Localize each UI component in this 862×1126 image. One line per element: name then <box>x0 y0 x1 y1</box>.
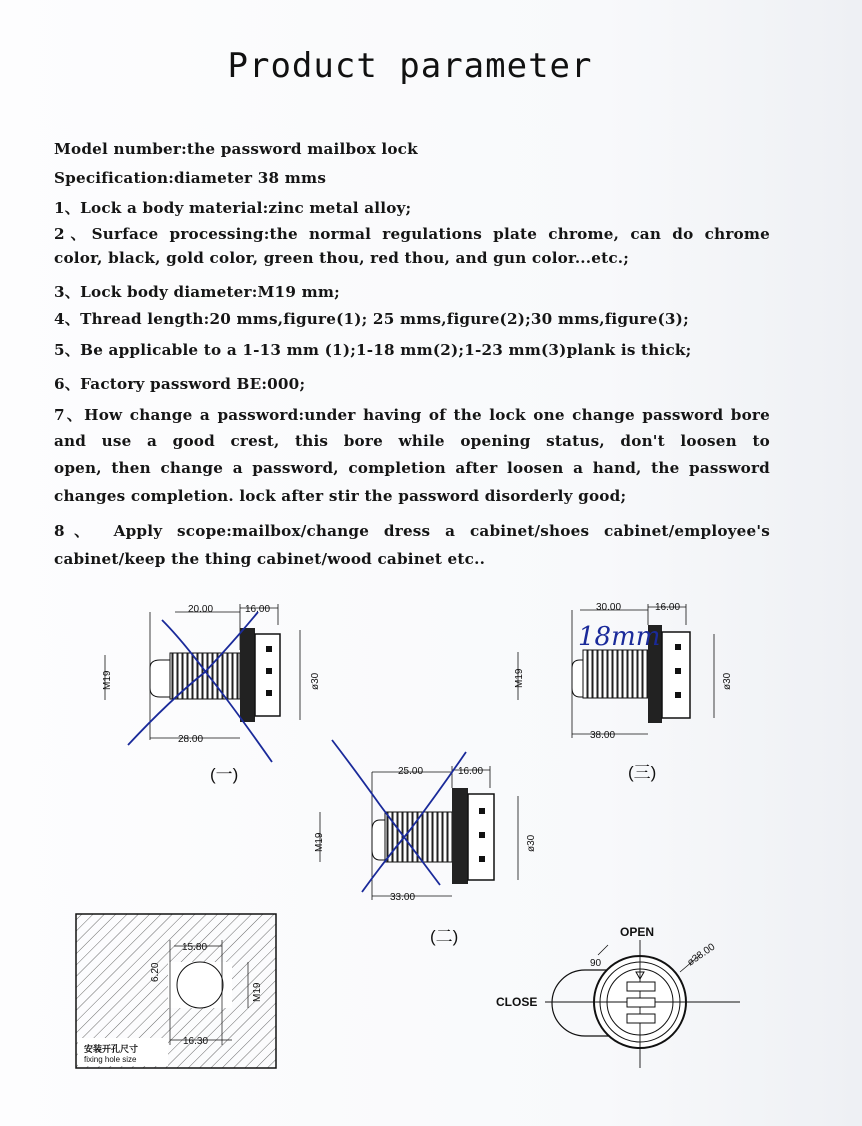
figure-3 <box>514 602 733 782</box>
front-diameter-label: ø38.00 <box>685 941 718 969</box>
fig2-right-dim: ø30 <box>526 834 537 852</box>
line-2a: 2、Surface processing:the normal regulations plate chrome, can do chrome <box>54 225 770 243</box>
fig1-bottom-dim: 28.00 <box>178 734 204 745</box>
fig2-left-dim: M19 <box>314 832 325 852</box>
line-7d: changes completion. lock after stir the password disorderly good; <box>54 487 627 505</box>
line-spec: Specification:diameter 38 mms <box>54 169 327 187</box>
front-open-label: OPEN <box>620 925 655 939</box>
fig3-bottom-dim: 38.00 <box>590 730 616 741</box>
figure-1 <box>102 604 321 784</box>
fig1-caption: (一) <box>210 765 239 784</box>
fig3-left-dim: M19 <box>514 668 525 688</box>
fixing-hole-diagram <box>76 914 276 1068</box>
line-2b: color, black, gold color, green thou, red thou, and gun color...etc.; <box>54 249 630 267</box>
front-view-diagram <box>496 925 740 1068</box>
front-close-label: CLOSE <box>496 995 538 1009</box>
line-4: 4、Thread length:20 mms,figure(1); 25 mms,figure(2);30 mms,figure(3); <box>54 310 689 328</box>
figure-2 <box>314 740 537 946</box>
fig1-left-dim: M19 <box>102 670 113 690</box>
hole-dim-side: 6.20 <box>150 962 161 982</box>
fig3-head-dim: 16.00 <box>655 602 681 613</box>
line-5: 5、Be applicable to a 1-13 mm (1);1-18 mm(2);1-23 mm(3)plank is thick; <box>54 341 692 359</box>
hole-label-en: fixing hole size <box>84 1055 137 1064</box>
fig3-right-dim: ø30 <box>722 672 733 690</box>
fig3-top-dim: 30.00 <box>596 602 622 613</box>
line-3: 3、Lock body diameter:M19 mm; <box>54 283 340 301</box>
fig3-caption: (三) <box>628 763 657 782</box>
line-7b: and use a good crest, this bore while opening status, don't loosen to <box>54 432 770 450</box>
fig1-head-dim: 16.00 <box>245 604 271 615</box>
line-6: 6、Factory password BE:000; <box>54 375 306 393</box>
fig2-top-dim: 25.00 <box>398 766 424 777</box>
hole-dim-bottom: 16.30 <box>183 1036 209 1047</box>
fig3-handwritten-note: 18mm <box>578 622 661 652</box>
fig2-head-dim: 16.00 <box>458 766 484 777</box>
line-model: Model number:the password mailbox lock <box>54 140 418 158</box>
line-7a: 7、How change a password:under having of the lock one change password bore <box>54 406 770 424</box>
hole-label-cn: 安装开孔尺寸 <box>84 1044 139 1054</box>
front-angle-label: 90 <box>590 958 602 969</box>
fig1-right-dim: ø30 <box>310 672 321 690</box>
page-title: Product parameter <box>227 46 593 86</box>
fig1-top-dim: 20.00 <box>188 604 214 615</box>
line-8a: 8、 Apply scope:mailbox/change dress a cabinet/shoes cabinet/employee's <box>54 522 770 540</box>
line-8b: cabinet/keep the thing cabinet/wood cabinet etc.. <box>54 550 486 568</box>
fig2-caption: (二) <box>430 927 459 946</box>
line-1: 1、Lock a body material:zinc metal alloy; <box>54 199 412 217</box>
hole-dim-top: 15.80 <box>182 942 208 953</box>
line-7c: open, then change a password, completion after loosen a hand, the password <box>54 459 770 477</box>
fig2-bottom-dim: 33.00 <box>390 892 416 903</box>
hole-dim-right: M19 <box>252 982 263 1002</box>
